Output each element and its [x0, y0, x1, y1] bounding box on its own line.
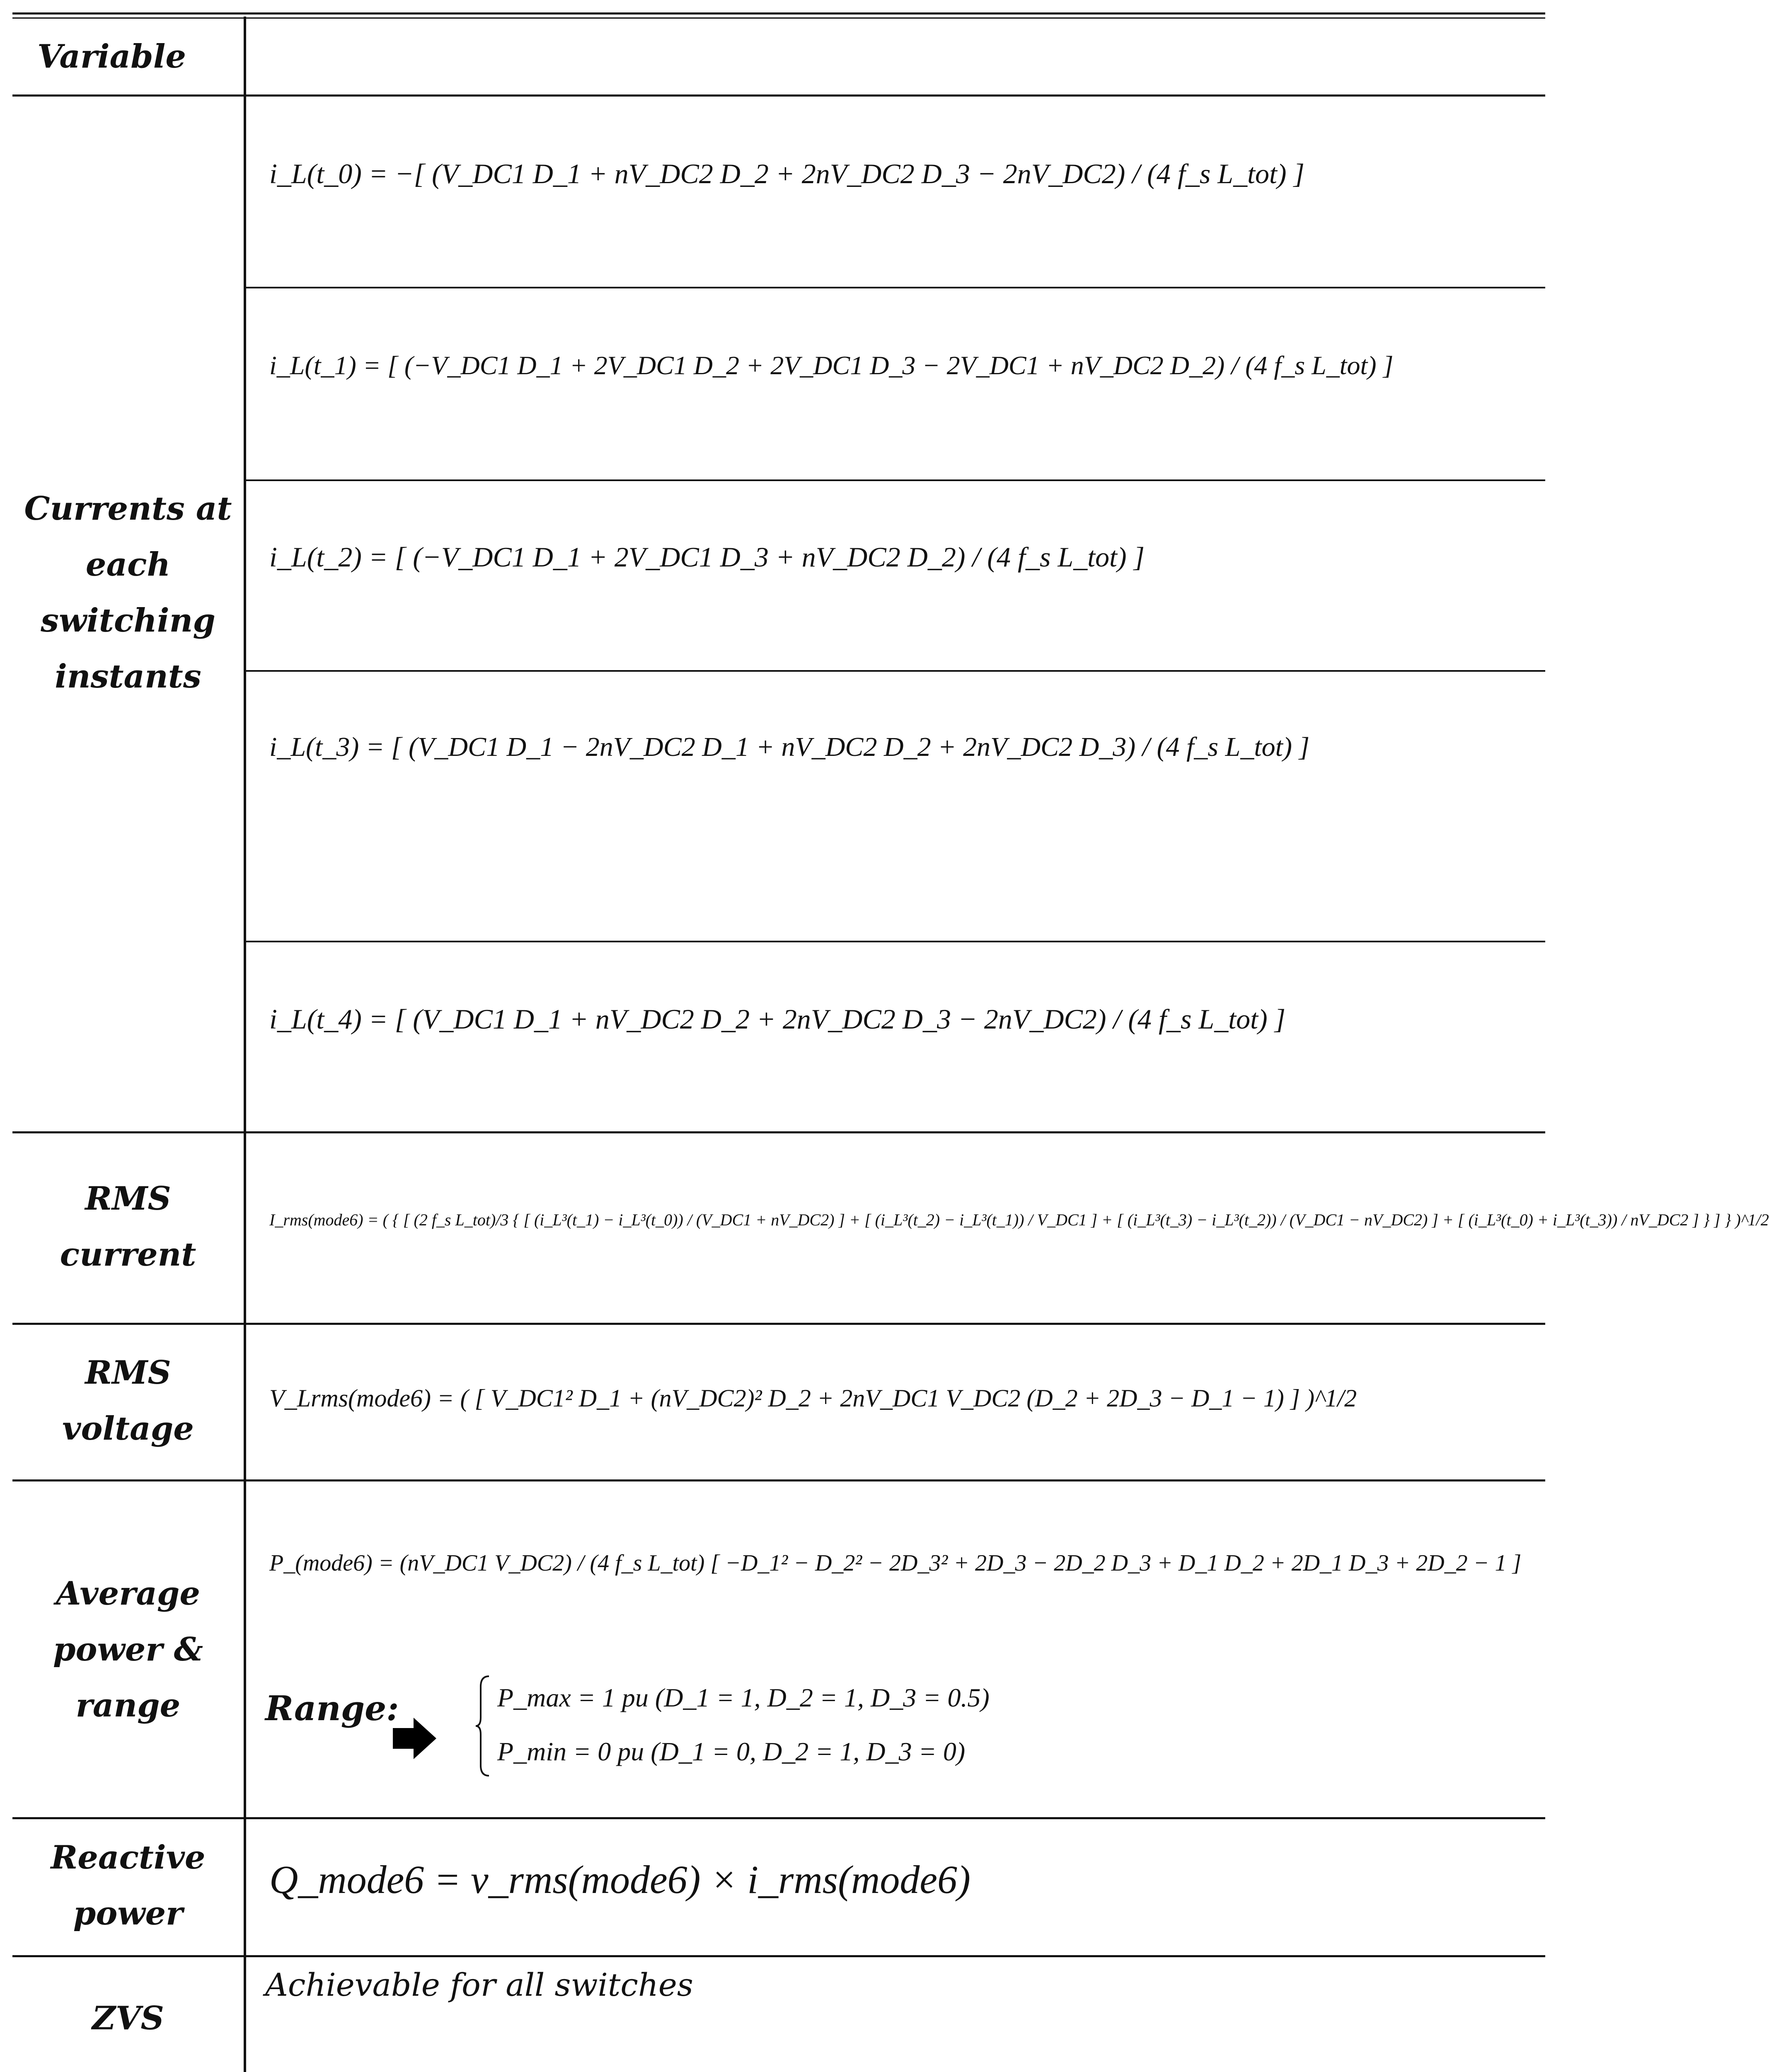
eq-divider-t1 [244, 479, 1545, 481]
row-divider-reactive [12, 1955, 1545, 1957]
zvs-note: Achievable for all switches [265, 1966, 693, 2003]
eq-divider-t0 [244, 287, 1545, 288]
current-eq-t4: i_L(t_4) = [ (V_DC1 D_1 + nV_DC2 D_2 + 2nV_DC2 D_3 − 2nV_DC2) / (4 f_s L_tot) ] [269, 1003, 1286, 1035]
row-divider-header [12, 94, 1545, 97]
average-power-eq: P_(mode6) = (nV_DC1 V_DC2) / (4 f_s L_tot) [ −D_1² − D_2² − 2D_3² + 2D_3 − 2D_2 D_3 + D_1 D_2 + 2D_1 D_3 + 2D_2 − 1 ] [269, 1550, 1522, 1576]
right-arrow-icon [393, 1716, 438, 1761]
eq-divider-t3 [244, 941, 1545, 942]
rms-current-label: RMS current [60, 1180, 196, 1273]
eq-divider-t2 [244, 670, 1545, 672]
range-max-line: P_max = 1 pu (D_1 = 1, D_2 = 1, D_3 = 0.5) [497, 1683, 990, 1712]
top-rule-outer [12, 12, 1545, 15]
zvs-label: ZVS [92, 1999, 164, 2037]
current-eq-t3: i_L(t_3) = [ (V_DC1 D_1 − 2nV_DC2 D_1 + nV_DC2 D_2 + 2nV_DC2 D_3) / (4 f_s L_tot) ] [269, 732, 1310, 762]
column-divider [244, 17, 246, 2072]
row-divider-rms-voltage [12, 1479, 1545, 1481]
range-label: Range: [265, 1689, 399, 1728]
average-power-label: Average power & range [53, 1574, 203, 1724]
row-divider-currents [12, 1131, 1545, 1133]
variable-header: Variable [37, 38, 186, 75]
current-eq-t0: i_L(t_0) = −[ (V_DC1 D_1 + nV_DC2 D_2 + 2nV_DC2 D_3 − 2nV_DC2) / (4 f_s L_tot) ] [269, 158, 1305, 189]
reactive-power-eq: Q_mode6 = v_rms(mode6) × i_rms(mode6) [269, 1857, 970, 1902]
rms-voltage-label: RMS voltage [62, 1354, 194, 1447]
range-min-line: P_min = 0 pu (D_1 = 0, D_2 = 1, D_3 = 0) [497, 1737, 966, 1766]
current-eq-t2: i_L(t_2) = [ (−V_DC1 D_1 + 2V_DC1 D_3 + nV_DC2 D_2) / (4 f_s L_tot) ] [269, 541, 1145, 573]
row-divider-rms-current [12, 1323, 1545, 1325]
current-eq-t1: i_L(t_1) = [ (−V_DC1 D_1 + 2V_DC1 D_2 + 2V_DC1 D_3 − 2V_DC1 + nV_DC2 D_2) / (4 f_s L_tot) ] [269, 351, 1394, 380]
left-brace-icon [474, 1674, 491, 1778]
row-divider-power [12, 1817, 1545, 1819]
rms-voltage-eq: V_Lrms(mode6) = ( [ V_DC1² D_1 + (nV_DC2)² D_2 + 2nV_DC1 V_DC2 (D_2 + 2D_3 − D_1 − 1) ] )^1/2 [269, 1385, 1357, 1412]
reactive-power-label: Reactive power [51, 1839, 206, 1932]
currents-label: Currents at each switching instants [24, 490, 232, 695]
rms-current-eq: I_rms(mode6) = ( { [ (2 f_s L_tot)/3 { [ (i_L³(t_1) − i_L³(t_0)) / (V_DC1 + nV_DC2) ] + [ (i_L³(t_2) − i_L³(t_1)) / V_DC1 ] + [ (i_L³(t_3) − i_L³(t_2)) / (V_DC1 − nV_DC2) ] + [ (i_L³(t_0) + i_L³(t_3)) / nV_DC2 ] } ] } )^1/2 [269, 1210, 1769, 1229]
